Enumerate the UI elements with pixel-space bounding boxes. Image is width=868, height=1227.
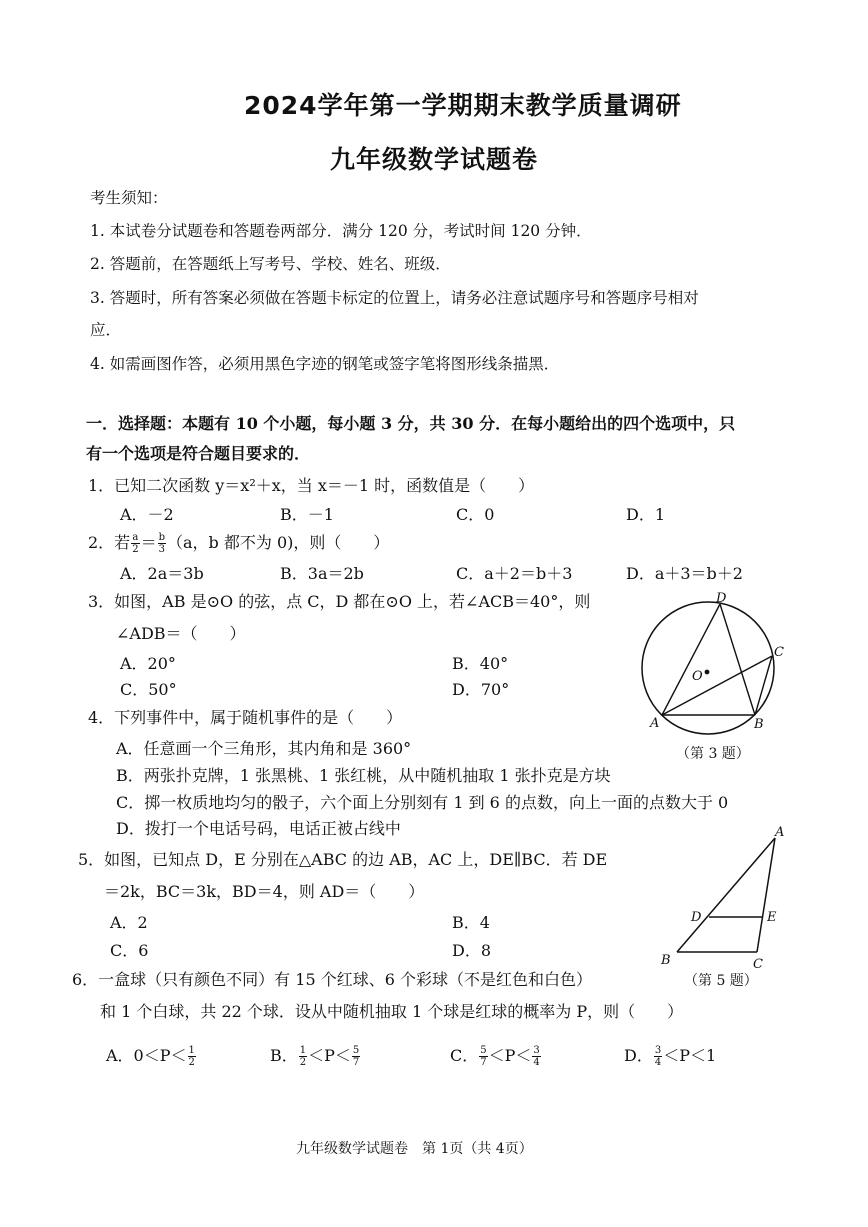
notice-item: 应． (90, 321, 122, 339)
q5-label-e: E (767, 910, 777, 925)
q4-option-d: D．拨打一个电话号码，电话正被占线中 (116, 819, 401, 838)
q4-option-c: C．掷一枚质地均匀的骰子，六个面上分别刻有 1 到 6 的点数，向上一面的点数大于 0 (116, 793, 729, 812)
q6-option-a (106, 1045, 197, 1068)
q6-b-num2: 5 (352, 1045, 360, 1056)
q2-frac-a-num: a (132, 532, 139, 543)
q6-d-den: 4 (654, 1057, 662, 1068)
q6-c-fraction-1 (479, 1045, 487, 1068)
q5-option-b: B．4 (452, 913, 490, 932)
page-footer: 九年级数学试题卷 第 1页（共 4页） (296, 1141, 533, 1157)
q6-b-prefix: B． (270, 1046, 298, 1065)
q3-label-d: D (716, 591, 727, 606)
q3-chord-bc (755, 656, 772, 715)
q6-a-fraction (188, 1045, 196, 1068)
q5-label-c: C (753, 957, 763, 972)
q6-a-num: 1 (188, 1045, 195, 1056)
question-3-stem-cont: ∠ADB＝（ ） (116, 624, 246, 643)
q1-option-a: A．－2 (120, 505, 174, 524)
q3-chord-ac (662, 656, 772, 715)
q6-c-num2: 3 (533, 1045, 540, 1056)
q3-option-a: A．20° (120, 654, 176, 673)
page-subtitle: 九年级数学试题卷 (330, 145, 539, 174)
q3-center-dot (705, 670, 710, 675)
q2-fraction-b (158, 532, 166, 555)
section-heading: 一．选择题：本题有 10 个小题，每小题 3 分，共 30 分．在每小题给出的四个选项中，只 (86, 414, 736, 433)
question-6-stem-cont: 和 1 个白球，共 22 个球．设从中随机抽取 1 个球是红球的概率为 P，则（ ） (100, 1002, 684, 1021)
q2-option-b: B．3a＝2b (280, 564, 364, 583)
q5-figure-caption: （第 5 题） (684, 973, 758, 989)
question-4-stem: 4．下列事件中，属于随机事件的是（ ） (88, 708, 403, 727)
q4-option-b: B．两张扑克牌，1 张黑桃、1 张红桃，从中随机抽取 1 张扑克是方块 (116, 766, 611, 785)
q6-c-mid: ＜P＜ (488, 1046, 532, 1065)
q6-b-num1: 1 (299, 1045, 307, 1056)
q4-option-a: A．任意画一个三角形，其内角和是 360° (116, 739, 412, 758)
q6-option-d (624, 1045, 716, 1068)
q6-c-num1: 5 (480, 1045, 487, 1056)
q2-option-c: C．a＋2＝b＋3 (456, 564, 573, 583)
q6-b-den2: 7 (352, 1057, 360, 1068)
q1-option-c: C．0 (456, 505, 495, 524)
q3-option-c: C．50° (120, 680, 177, 699)
q3-option-b: B．40° (452, 654, 509, 673)
page-title: 2024学年第一学期期末教学质量调研 (244, 91, 682, 120)
q5-label-a: A (775, 825, 785, 840)
q2-frac-a-den: 2 (132, 544, 139, 555)
q3-label-c: C (774, 645, 784, 660)
q6-option-c (450, 1045, 542, 1068)
q6-b-fraction-2 (352, 1045, 360, 1068)
q6-b-fraction-1 (299, 1045, 307, 1068)
question-6-stem: 6．一盒球（只有颜色不同）有 15 个红球、6 个彩球（不是红色和白色） (72, 970, 592, 989)
q2-option-a: A．2a＝3b (120, 564, 204, 583)
question-5-stem-cont: ＝2k，BC＝3k，BD＝4，则 AD＝（ ） (104, 882, 425, 901)
q3-label-o: O (692, 669, 703, 684)
q6-option-b (270, 1045, 361, 1068)
q6-b-mid: ＜P＜ (308, 1046, 351, 1065)
q2-fraction-a (131, 532, 139, 555)
q6-d-prefix: D． (624, 1046, 653, 1065)
question-1-stem: 1．已知二次函数 y＝x²＋x，当 x＝－1 时，函数值是（ ） (88, 476, 535, 495)
q6-c-fraction-2 (532, 1045, 540, 1068)
q2-equals: ＝ (140, 533, 157, 552)
q6-c-prefix: C． (450, 1046, 479, 1065)
q1-option-d: D．1 (626, 505, 666, 524)
q3-circle-figure (630, 590, 790, 738)
q2-prefix: 2．若 (88, 533, 131, 552)
q6-d-fraction (654, 1045, 662, 1068)
q3-chord-bd (720, 604, 755, 715)
notice-item: 1. 本试卷分试题卷和答题卷两部分．满分 120 分，考试时间 120 分钟． (90, 222, 592, 240)
q2-suffix: （a，b 都不为 0)，则（ ） (166, 533, 390, 552)
q3-option-d: D．70° (452, 680, 510, 699)
q3-label-b: B (754, 717, 764, 732)
q6-c-den2: 4 (533, 1057, 540, 1068)
q6-a-den: 2 (188, 1057, 195, 1068)
q2-frac-b-num: b (158, 532, 165, 543)
q5-option-d: D．8 (452, 941, 492, 960)
q6-a-prefix: A．0＜P＜ (106, 1046, 187, 1065)
q3-label-a: A (650, 716, 660, 731)
q5-option-a: A．2 (110, 913, 148, 932)
q6-d-post: ＜P＜1 (663, 1046, 717, 1065)
question-2-stem (88, 532, 389, 555)
q5-triangle-figure (655, 822, 795, 972)
q2-frac-b-den: 3 (158, 544, 165, 555)
section-heading-cont: 有一个选项是符合题目要求的． (86, 444, 311, 463)
notice-item: 4. 如需画图作答，必须用黑色字迹的钢笔或签字笔将图形线条描黑． (90, 355, 560, 373)
q2-option-d: D．a＋3＝b＋2 (626, 564, 743, 583)
q6-d-num: 3 (654, 1045, 662, 1056)
q6-b-den1: 2 (299, 1057, 307, 1068)
q6-c-den1: 7 (480, 1057, 487, 1068)
q3-chord-ad (662, 604, 720, 715)
q5-option-c: C．6 (110, 941, 149, 960)
question-3-stem: 3．如图，AB 是⊙O 的弦，点 C，D 都在⊙O 上，若∠ACB＝40°，则 (88, 592, 591, 611)
notice-heading: 考生须知： (90, 189, 168, 207)
notice-item: 2. 答题前，在答题纸上写考号、学校、姓名、班级． (90, 255, 451, 273)
question-5-stem: 5．如图，已知点 D，E 分别在△ABC 的边 AB，AC 上，DE∥BC．若 DE (78, 850, 608, 869)
q1-option-b: B．－1 (280, 505, 334, 524)
q5-label-b: B (661, 953, 671, 968)
notice-item: 3. 答题时，所有答案必须做在答题卡标定的位置上，请务必注意试题序号和答题序号相对 (90, 289, 699, 307)
q3-figure-caption: （第 3 题） (676, 746, 750, 762)
q5-label-d: D (691, 910, 702, 925)
